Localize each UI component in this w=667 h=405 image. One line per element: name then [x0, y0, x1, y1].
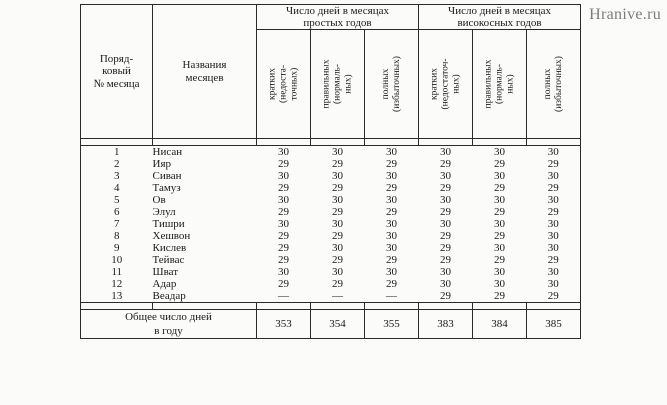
- total-leap-short: 383: [419, 310, 473, 339]
- row-days-simple-full: 30: [386, 146, 397, 158]
- table-row: [81, 266, 581, 278]
- spacer-cell: [419, 139, 473, 146]
- row-days-simple-regular: 30: [332, 170, 343, 182]
- row-days-simple-full: 30: [386, 194, 397, 206]
- table-row: [81, 170, 581, 182]
- sub-simple-short-line-2: (недоста-: [278, 64, 288, 104]
- spacer-cell: [81, 303, 153, 310]
- row-days-leap-full: 30: [527, 146, 581, 159]
- row-month-name: Ияр: [152, 158, 172, 170]
- row-days-leap-short: 29: [440, 206, 452, 218]
- table-footer: [81, 310, 581, 339]
- watermark-text: Hranive.ru: [589, 6, 661, 23]
- header-number-line-3: № месяца: [93, 77, 140, 90]
- row-days-simple-short: 30: [278, 266, 289, 278]
- row-days-simple-short: 29: [278, 278, 289, 290]
- row-month-name: Элул: [152, 206, 176, 218]
- sub-simple-regular-line-2: (нормаль-: [332, 63, 342, 105]
- hebrew-calendar-table: [80, 4, 581, 339]
- row-days-leap-full: 29: [527, 254, 581, 266]
- table-spacer-row: [81, 303, 581, 310]
- row-days-simple-regular: 30: [332, 218, 343, 230]
- table-body: [81, 139, 581, 310]
- row-index: 1: [81, 146, 153, 159]
- row-month-name: Веадар: [152, 290, 186, 302]
- row-days-leap-short: 30: [440, 170, 452, 182]
- table-row: [81, 158, 581, 170]
- row-days-leap-regular: 30: [494, 278, 506, 290]
- sub-simple-short-line-3: точных): [289, 67, 299, 101]
- table-row: [81, 290, 581, 303]
- spacer-cell: [311, 139, 365, 146]
- header-number-line-1: Поряд-: [99, 52, 134, 65]
- spacer-cell: [527, 139, 581, 146]
- total-leap-regular: 384: [473, 310, 527, 339]
- row-days-simple-full: 29: [386, 182, 397, 194]
- row-days-leap-short: 30: [440, 218, 452, 230]
- row-days-leap-full: 29: [527, 290, 581, 303]
- row-days-leap-full: 30: [527, 194, 581, 206]
- row-days-simple-full: 30: [386, 218, 397, 230]
- header-number-line-2: ковый: [102, 65, 131, 78]
- header-sub-leap-regular: [473, 30, 527, 139]
- header-sub-simple-short: [257, 30, 311, 139]
- table-spacer-row: [81, 139, 581, 146]
- row-days-leap-short: 29: [440, 230, 452, 242]
- row-days-simple-full: 29: [386, 206, 397, 218]
- row-days-leap-full: 29: [527, 158, 581, 170]
- table-row: [81, 278, 581, 290]
- header-names-line-2: месяцев: [185, 71, 224, 84]
- row-days-simple-regular: 30: [332, 266, 343, 278]
- total-simple-short: 353: [257, 310, 311, 339]
- row-days-simple-short: 30: [278, 194, 289, 206]
- row-index: 3: [81, 170, 153, 182]
- sub-simple-regular-line-1: правильных: [321, 59, 331, 109]
- total-simple-regular: 354: [311, 310, 365, 339]
- row-days-leap-regular: 29: [494, 254, 506, 266]
- table-row: [81, 206, 581, 218]
- row-month-name: Тамуз: [152, 182, 181, 194]
- spacer-cell: [365, 303, 419, 310]
- spacer-cell: [257, 303, 311, 310]
- row-month-name: Нисан: [152, 146, 183, 158]
- row-days-simple-regular: 29: [332, 182, 343, 194]
- row-index: 11: [81, 266, 153, 278]
- header-sub-simple-regular: [311, 30, 365, 139]
- group-simple-line-2: простых годов: [303, 17, 372, 29]
- row-days-leap-regular: 30: [494, 146, 506, 158]
- row-days-leap-regular: 30: [494, 266, 506, 278]
- row-days-simple-regular: 29: [332, 206, 343, 218]
- row-days-leap-short: 29: [440, 290, 452, 302]
- table-row: [81, 194, 581, 206]
- row-month-name: Тейвас: [152, 254, 185, 266]
- row-days-leap-short: 30: [440, 146, 452, 158]
- sub-leap-full-line-2: (избыточных): [553, 56, 564, 112]
- row-days-simple-full: 29: [386, 278, 397, 290]
- sub-simple-full-line-2: (избыточных): [391, 56, 402, 112]
- row-month-name: Кислев: [152, 242, 187, 254]
- row-days-simple-full: 30: [386, 170, 397, 182]
- group-leap-line-1: Число дней в месяцах: [448, 5, 551, 17]
- table-row: [81, 230, 581, 242]
- row-month-name: Шват: [152, 266, 179, 278]
- total-label-cell: [81, 310, 257, 339]
- spacer-cell: [153, 303, 257, 310]
- total-label-line-2: в году: [154, 325, 183, 337]
- spacer-cell: [527, 303, 581, 310]
- row-days-leap-full: 30: [527, 278, 581, 290]
- total-leap-full: 385: [527, 310, 581, 339]
- row-days-leap-full: 30: [527, 266, 581, 278]
- row-days-simple-full: 30: [386, 230, 397, 242]
- table-header: [81, 5, 581, 139]
- spacer-cell: [153, 139, 257, 146]
- row-days-simple-short: 29: [278, 206, 289, 218]
- row-days-leap-full: 30: [527, 242, 581, 254]
- row-days-leap-regular: 30: [494, 218, 506, 230]
- row-month-name: Тишри: [152, 218, 185, 230]
- row-days-leap-full: 30: [527, 218, 581, 230]
- group-leap-line-2: високосных годов: [457, 17, 542, 29]
- row-days-leap-short: 30: [440, 278, 452, 290]
- row-days-simple-regular: 29: [332, 278, 343, 290]
- row-index: 8: [81, 230, 153, 242]
- row-days-simple-short: 29: [278, 230, 289, 242]
- header-names-line-1: Названия: [182, 59, 227, 71]
- row-days-leap-regular: 30: [494, 170, 506, 182]
- row-days-leap-full: 30: [527, 230, 581, 242]
- sub-simple-regular-line-3: ных): [343, 74, 353, 94]
- spacer-cell: [473, 303, 527, 310]
- row-index: 5: [81, 194, 153, 206]
- row-days-simple-short: 30: [278, 146, 289, 158]
- table-row: [81, 242, 581, 254]
- sub-leap-short-line-3: ных): [451, 74, 462, 94]
- row-days-simple-full: 30: [386, 242, 397, 254]
- sub-leap-regular-line-3: ных): [505, 74, 516, 94]
- row-index: 2: [81, 158, 153, 170]
- row-days-simple-regular: 30: [332, 242, 343, 254]
- spacer-cell: [311, 303, 365, 310]
- row-days-leap-short: 29: [440, 254, 452, 266]
- row-index: 6: [81, 206, 153, 218]
- table-row: [81, 146, 581, 159]
- sub-simple-full-line-1: полных: [380, 68, 391, 100]
- header-cell-number: [81, 5, 153, 139]
- row-days-simple-short: —: [278, 290, 289, 302]
- row-days-simple-short: 29: [278, 158, 289, 170]
- sub-leap-short-line-1: кратких: [429, 68, 440, 100]
- sub-leap-short-line-2: (недостаточ-: [440, 58, 451, 110]
- row-index: 9: [81, 242, 153, 254]
- row-days-simple-short: 30: [278, 218, 289, 230]
- row-days-simple-short: 29: [278, 254, 289, 266]
- spacer-cell: [419, 303, 473, 310]
- row-days-leap-regular: 30: [494, 242, 506, 254]
- row-days-leap-short: 29: [440, 158, 452, 170]
- row-days-leap-regular: 29: [494, 230, 506, 242]
- sub-leap-regular-line-1: правильных: [483, 59, 494, 109]
- row-days-simple-full: —: [386, 290, 397, 302]
- row-days-simple-regular: 29: [332, 158, 343, 170]
- row-month-name: Ов: [152, 194, 166, 206]
- row-days-leap-full: 30: [527, 170, 581, 182]
- row-days-leap-short: 30: [440, 194, 452, 206]
- row-days-leap-short: 29: [440, 242, 452, 254]
- row-days-leap-regular: 29: [494, 182, 506, 194]
- row-month-name: Адар: [152, 278, 177, 290]
- row-days-leap-short: 29: [440, 182, 452, 194]
- row-days-leap-regular: 29: [494, 290, 506, 302]
- header-sub-simple-full: [365, 30, 419, 139]
- header-group-simple-years: [257, 5, 419, 30]
- header-sub-leap-full: [527, 30, 581, 139]
- row-index: 7: [81, 218, 153, 230]
- row-days-leap-regular: 29: [494, 158, 506, 170]
- row-days-leap-regular: 30: [494, 194, 506, 206]
- row-days-simple-regular: —: [332, 290, 343, 302]
- spacer-cell: [365, 139, 419, 146]
- row-month-name: Сиван: [152, 170, 182, 182]
- row-days-simple-full: 29: [386, 254, 397, 266]
- row-index: 13: [81, 290, 153, 303]
- sub-leap-full-line-1: полных: [542, 68, 553, 100]
- table-row: [81, 182, 581, 194]
- row-days-simple-short: 30: [278, 170, 289, 182]
- sub-simple-short-line-1: кратких: [267, 68, 277, 100]
- header-sub-leap-short: [419, 30, 473, 139]
- row-index: 10: [81, 254, 153, 266]
- row-index: 4: [81, 182, 153, 194]
- spacer-cell: [257, 139, 311, 146]
- total-simple-full: 355: [365, 310, 419, 339]
- group-simple-line-1: Число дней в месяцах: [286, 5, 389, 17]
- header-group-leap-years: [419, 5, 581, 30]
- row-month-name: Хешвон: [152, 230, 191, 242]
- row-days-simple-regular: 30: [332, 146, 343, 158]
- total-label-line-1: Общее число дней: [125, 311, 212, 323]
- row-index: 12: [81, 278, 153, 290]
- row-days-simple-regular: 30: [332, 194, 343, 206]
- row-days-simple-full: 30: [386, 266, 397, 278]
- spacer-cell: [473, 139, 527, 146]
- row-days-leap-full: 29: [527, 206, 581, 218]
- row-days-simple-full: 29: [386, 158, 397, 170]
- sub-leap-regular-line-2: (нормаль-: [494, 63, 505, 105]
- table-row: [81, 254, 581, 266]
- row-days-simple-short: 29: [278, 182, 289, 194]
- table-row: [81, 218, 581, 230]
- row-days-simple-regular: 29: [332, 230, 343, 242]
- row-days-leap-short: 30: [440, 266, 452, 278]
- row-days-leap-full: 29: [527, 182, 581, 194]
- header-cell-month-names: [153, 5, 257, 139]
- row-days-leap-regular: 29: [494, 206, 506, 218]
- row-days-simple-regular: 29: [332, 254, 343, 266]
- row-days-simple-short: 29: [278, 242, 289, 254]
- spacer-cell: [81, 139, 153, 146]
